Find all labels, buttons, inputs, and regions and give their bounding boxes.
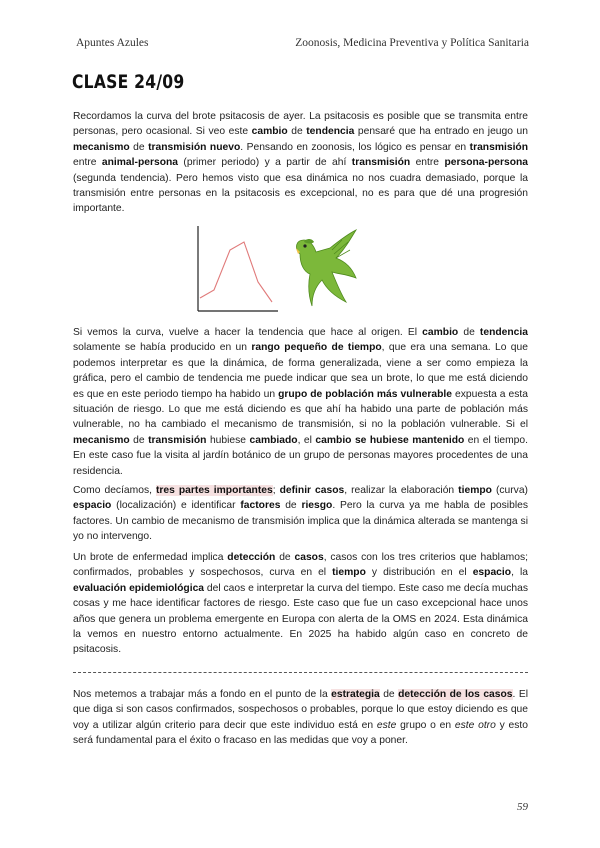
paragraph-3: Como decíamos, tres partes importantes; definir casos, realizar la elaboración tiempo (curva) espacio (localización) e identificar factores de riesgo. Pero la curva ya me habla de posibles factores. Un cambio de mecanismo de transmisión implica que la dinámica alterada se mantenga si yo no intervengo. bbox=[73, 485, 528, 543]
parrot-icon bbox=[286, 228, 358, 310]
section-divider bbox=[73, 672, 528, 673]
header-left: Apuntes Azules bbox=[76, 37, 149, 49]
epidemic-curve-sketch bbox=[196, 226, 278, 312]
paragraph-2: Si vemos la curva, vuelve a hacer la tendencia que hace al origen. El cambio de tendencia solamente se había producido en un rango pequeño de tiempo, que era una semana. Lo que podemos interpretar es que la dinámica, de forma generalizada, viene a ser como empieza la gráfica, pero el cambio de tendencia me puede indicar que sea un brote, lo que me está diciendo es que en este periodo tiempo ha habido un grupo de población más vulnerable expuesta a esta situación de riesgo. Lo que me está diciendo es que ahí ha habido una parte de población más vulnerable, no ha cambiado el mecanismo de transmisión, si no la población vulnerable. Si el mecanismo de transmisión hubiese cambiado, el cambio se hubiese mantenido en el tiempo. En este caso fue la visita al jardín botánico de un grupo de personas mayores procedentes de una residencia. bbox=[73, 327, 528, 477]
paragraph-4: Un brote de enfermedad implica detección de casos, casos con los tres criterios que hablamos; confirmados, probables y sospechosos, curva en el tiempo y distribución en el espacio, la evaluación epidemiológica del caos e interpretar la curva del tiempo. Este caso me decía muchas cosas y me hace identificar factores de riesgo. Este caso que fue un caso excepcional hace unos años que genera un problema emergente en Europa con alerta de la OMS en 2024. Esta dinámica la vemos en nuestro entorno actualmente. En 2025 ha habido algún caso en concreto de psitacosis. bbox=[73, 552, 528, 656]
header-right: Zoonosis, Medicina Preventiva y Política Sanitaria bbox=[295, 37, 529, 49]
curve-line bbox=[200, 242, 272, 302]
page-number: 59 bbox=[517, 801, 528, 813]
page-title: CLASE 24/09 bbox=[72, 71, 185, 93]
paragraph-5: Nos metemos a trabajar más a fondo en el punto de la estrategia de detección de los casos. El que diga si son casos confirmados, sospechosos o probables, porque lo que estoy diciendo es que voy a utilizar algún criterio para decir que este individuo está en este grupo o en este otro y esto será fundamental para el éxito o fracaso en las medidas que voy a poner. bbox=[73, 689, 528, 747]
paragraph-1: Recordamos la curva del brote psitacosis de ayer. La psitacosis es posible que se transmita entre personas, pero ocasional. Si veo este cambio de tendencia pensaré que ha entrado en jeugo un mecanismo de transmisión nuevo. Pensando en zoonosis, los lógico es pensar en transmisión entre animal-persona (primer periodo) y a partir de ahí transmisión entre persona-persona (segunda tendencia). Pero hemos visto que esa dinámica no nos cuadra demasiado, porque la transmisión entre personas en la psitacosis es excepcional, no es para que dé una progresión importante. bbox=[73, 111, 529, 215]
